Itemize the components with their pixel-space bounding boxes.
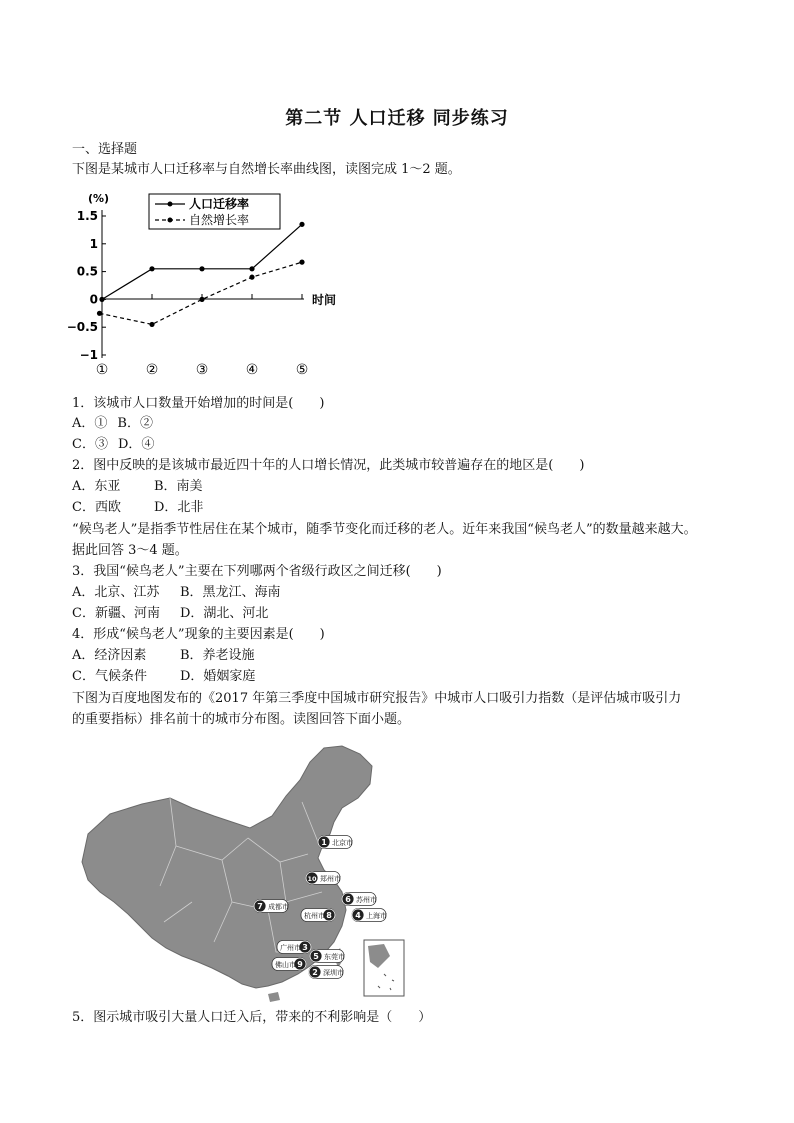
city-name: 郑州市 (320, 875, 341, 883)
y-tick-label: 1.5 (76, 209, 98, 223)
q3-options-row2 (72, 604, 268, 624)
city-marker (352, 909, 387, 922)
q4-options-row2 (72, 667, 255, 687)
series-point-natural (97, 311, 102, 316)
series-point-migration (99, 297, 104, 302)
city-name: 佛山市 (275, 961, 296, 969)
city-name: 苏州市 (356, 896, 377, 904)
city-rank: 7 (257, 902, 263, 911)
city-rank: 2 (312, 968, 318, 977)
legend-marker-dashed (168, 218, 173, 223)
y-tick-label: 0.5 (76, 264, 98, 279)
passage-1-line-2: 据此回答 3～4 题。 (72, 543, 188, 558)
q4-option-a: A．经济因素 (72, 648, 147, 663)
city-name: 成都市 (268, 903, 289, 911)
hainan-island (268, 992, 280, 1002)
city-name: 北京市 (332, 839, 353, 847)
city-name: 上海市 (366, 912, 387, 920)
chart-legend (149, 194, 280, 229)
series-line-migration (102, 224, 302, 299)
series-point-migration (299, 222, 304, 227)
q1-option-d: D．④ (117, 437, 155, 452)
y-tick-label: −1 (79, 348, 98, 362)
city-marker (277, 941, 311, 954)
q3-option-a: A．北京、江苏 (72, 585, 160, 600)
q2-stem: 2．图中反映的是该城市最近四十年的人口增长情况，此类城市较普遍存在的地区是( ) (72, 458, 585, 473)
city-marker (301, 909, 335, 922)
q4-option-b: B．养老设施 (180, 648, 255, 663)
south-china-sea-inset (364, 940, 404, 996)
x-tick-label: ② (145, 362, 159, 378)
series-point-migration (149, 266, 154, 271)
city-marker (310, 950, 345, 963)
q4-options-row1 (72, 646, 255, 666)
series-point-natural (249, 275, 254, 280)
city-name: 东莞市 (324, 953, 345, 961)
q3-option-d: D．湖北、河北 (180, 606, 269, 621)
city-rank: 6 (345, 895, 351, 904)
q3-stem: 3．我国“候鸟老人”主要在下列哪两个省级行政区之间迁移( ) (72, 564, 442, 579)
section-heading: 一、选择题 (72, 142, 138, 157)
q3-option-c: C．新疆、河南 (72, 606, 160, 621)
x-tick-label: ④ (245, 362, 259, 378)
city-name: 杭州市 (304, 912, 325, 920)
y-tick-label: 1 (89, 236, 98, 251)
city-marker (318, 836, 353, 849)
passage-1-line-1: “候鸟老人”是指季节性居住在某个城市，随季节变化而迁移的老人。近年来我国“候鸟老人”的数量越来越大。 (72, 522, 697, 537)
q1-options-row2 (72, 435, 154, 455)
q3-option-b: B．黑龙江、海南 (180, 585, 281, 600)
q4-option-c: C．气候条件 (72, 669, 147, 684)
q1-option-b: B．② (117, 416, 153, 431)
series-line-natural (100, 262, 303, 324)
x-tick-label: ① (95, 362, 109, 378)
city-rank: 4 (355, 911, 361, 920)
city-rank: 10 (307, 875, 317, 883)
series-point-natural (299, 260, 304, 265)
q3-options-row1 (72, 583, 281, 603)
series-point-natural (199, 297, 204, 302)
y-tick-label: −0.5 (66, 320, 98, 335)
legend-label-natural: 自然增长率 (189, 213, 250, 227)
series-point-migration (199, 266, 204, 271)
q2-options-row1 (72, 477, 203, 497)
series-point-natural (149, 322, 154, 327)
city-rank: 1 (321, 838, 327, 847)
x-tick-label: ③ (195, 362, 209, 378)
city-rank: 3 (302, 943, 308, 952)
city-marker (309, 966, 344, 979)
y-tick-label: 0 (89, 292, 98, 307)
line-chart (66, 188, 352, 380)
city-name: 广州市 (280, 944, 301, 952)
q1-options-row1 (72, 414, 153, 434)
city-marker (342, 893, 377, 906)
q2-option-b: B．南美 (154, 479, 203, 494)
city-rank: 9 (297, 960, 303, 969)
x-axis-label: 时间 (312, 293, 337, 307)
city-rank: 5 (313, 952, 319, 961)
city-rank: 8 (326, 911, 332, 920)
legend-label-migration: 人口迁移率 (189, 197, 250, 211)
city-marker (272, 958, 306, 971)
q2-option-d: D．北非 (154, 500, 204, 515)
q2-option-c: C．西欧 (72, 500, 121, 515)
city-marker (306, 872, 341, 885)
china-city-map (72, 742, 410, 1004)
q4-option-d: D．婚姻家庭 (180, 669, 256, 684)
q5-stem: 5．图示城市吸引大量人口迁入后，带来的不利影响是（ ） (72, 1010, 432, 1025)
x-tick-label: ⑤ (295, 362, 309, 378)
q1-option-c: C．③ (72, 437, 108, 452)
q1-stem: 1．该城市人口数量开始增加的时间是( ) (72, 396, 325, 411)
city-name: 深圳市 (323, 969, 344, 977)
passage-2-line-1: 下图为百度地图发布的《2017 年第三季度中国城市研究报告》中城市人口吸引力指数（是评估城市吸引力 (72, 691, 682, 706)
y-axis-label: (%) (88, 192, 110, 205)
city-marker (254, 900, 289, 913)
q1-option-a: A．① (72, 416, 108, 431)
q2-options-row2 (72, 498, 203, 518)
page-title: 第二节 人口迁移 同步练习 (285, 108, 509, 129)
q4-stem: 4．形成“候鸟老人”现象的主要因素是( ) (72, 627, 325, 642)
passage-2-line-2: 的重要指标）排名前十的城市分布图。读图回答下面小题。 (72, 712, 411, 727)
q2-option-a: A．东亚 (72, 479, 121, 494)
series-point-migration (249, 266, 254, 271)
intro-text-1: 下图是某城市人口迁移率与自然增长率曲线图，读图完成 1～2 题。 (72, 162, 461, 177)
legend-marker-solid (168, 202, 173, 207)
